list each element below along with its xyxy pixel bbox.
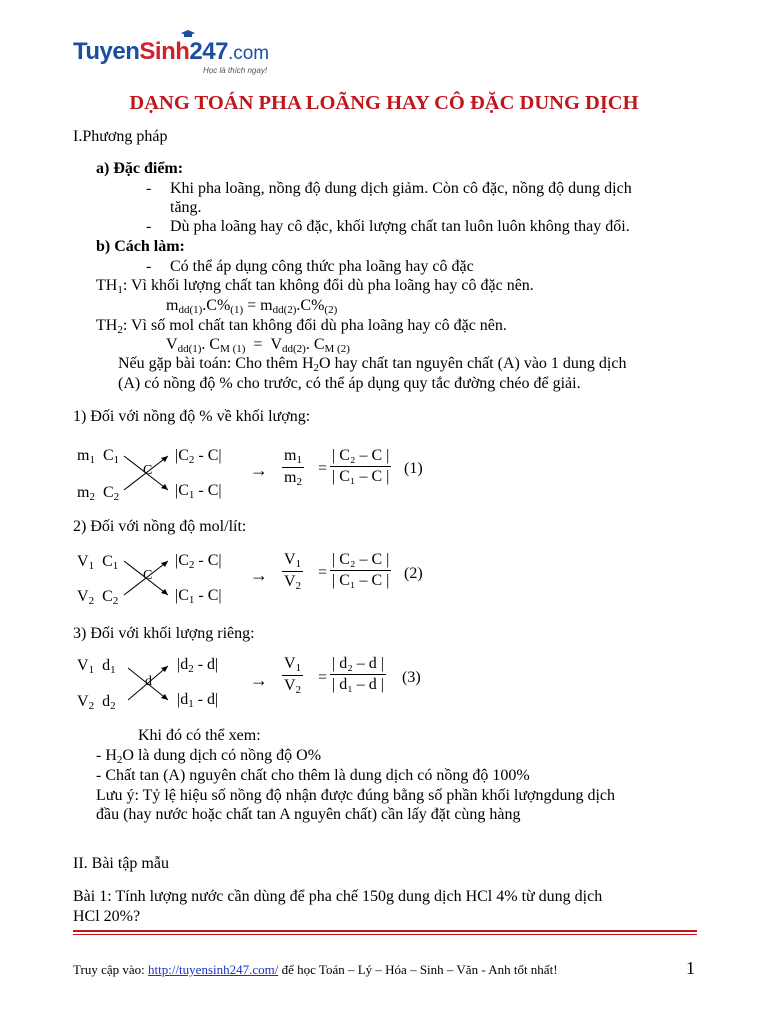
feature-1-line1: Khi pha loãng, nồng độ dung dịch giảm. Còn cô đặc, nồng độ dung dịch xyxy=(170,180,632,197)
diagram-2-cross-arrows xyxy=(118,551,178,605)
equation-1-tag: (1) xyxy=(404,460,423,477)
equals-sign: = xyxy=(318,564,328,581)
implies-arrow: → xyxy=(250,565,268,585)
logo-text-num: 247 xyxy=(189,38,228,65)
equals-sign: = xyxy=(318,669,328,686)
site-logo[interactable] xyxy=(73,38,273,80)
formula-mass: $m_{dd(1)}.C\%_{(1)} = m_{dd(2)}.C\%_{(2)}$ xyxy=(166,297,338,316)
ratio-3-right: $\frac{\text{| d₂ – d |}}{\text{| d₁ – d |}}$ xyxy=(332,655,384,693)
exercise-1-line2: HCl 20%? xyxy=(73,908,141,925)
diagram-3-center: d xyxy=(145,674,152,689)
note-water: - $H_2O$ là dung dịch có nồng độ O% xyxy=(96,747,322,766)
note-line-2: (A) có nồng độ % cho trước, có thể áp dụng quy tắc đường chéo để giải. xyxy=(118,375,581,392)
consider-heading: Khi đó có thể xem: xyxy=(138,727,261,744)
formula-mol: $V_{dd(1)}$. $C_{M (1)} = V_{dd(2)}$. $C_{M (2)}$ xyxy=(166,336,350,355)
implies-arrow: → xyxy=(250,670,268,690)
footer-divider xyxy=(73,930,697,932)
footer-divider-thin xyxy=(73,934,697,935)
method-1: Có thể áp dụng công thức pha loãng hay cô đặc xyxy=(170,258,474,275)
ratio-2-right: $\frac{\text{| C₂ – C |}}{\text{| C₁ – C |}}$ xyxy=(332,551,390,589)
diagram-2-top-left: $V_1$ $C_1$ xyxy=(77,553,119,572)
ratio-1-left: $\frac{m_1}{m_2}$ xyxy=(284,447,302,488)
bullet-dash: - xyxy=(146,258,152,275)
logo-text-tuyen: Tuyen xyxy=(73,38,140,65)
remark-line-2: đầu (hay nước hoặc chất tan A nguyên chất) cần lấy đặt cùng hàng xyxy=(96,806,521,823)
diagram-3-cross-arrows xyxy=(122,656,178,710)
subheading-features: a) Đặc điểm: xyxy=(96,160,184,177)
case-1: $TH_1$: Vì khối lượng chất tan không đổi dù pha loãng hay cô đặc nên. xyxy=(96,277,534,296)
ratio-1-right: $\frac{\text{| C₂ – C |}}{\text{| C₁ – C |}}$ xyxy=(332,447,390,485)
diagram-1-top-right: $|C_2 - C|$ xyxy=(175,447,222,466)
equals-sign: = xyxy=(318,460,328,477)
case-2: $TH_2$: Vì số mol chất tan không đổi dù pha loãng hay cô đặc nên. xyxy=(96,317,507,336)
item-1-heading: 1) Đối với nồng độ % về khối lượng: xyxy=(73,408,311,425)
diagram-2-bottom-right: $|C_1 - C|$ xyxy=(175,587,222,606)
feature-1-line2: tăng. xyxy=(170,199,202,216)
diagram-3-top-right: $|d_2 - d|$ xyxy=(177,656,219,675)
footer-text: Truy cập vào: http://tuyensinh247.com/ để học Toán – Lý – Hóa – Sinh – Văn - Anh tốt nhất! xyxy=(73,962,558,977)
section-heading-examples: II. Bài tập mẫu xyxy=(73,855,169,872)
equation-2-tag: (2) xyxy=(404,565,423,582)
equation-3-tag: (3) xyxy=(402,669,421,686)
item-2-heading: 2) Đối với nồng độ mol/lít: xyxy=(73,518,247,535)
implies-arrow: → xyxy=(250,460,268,480)
bullet-dash: - xyxy=(146,180,152,197)
footer-link[interactable]: http://tuyensinh247.com/ xyxy=(148,962,279,977)
diagram-1-top-left: $m_1$ $C_1$ xyxy=(77,447,120,466)
diagram-3-bottom-right: $|d_1 - d|$ xyxy=(177,691,219,710)
remark-line-1: Lưu ý: Tỷ lệ hiệu số nồng độ nhận được đúng bằng số phần khối lượngdung dịch xyxy=(96,787,616,804)
diagram-1-bottom-right: $|C_1 - C|$ xyxy=(175,482,222,501)
section-heading-method: I.Phương pháp xyxy=(73,128,168,145)
subheading-method: b) Cách làm: xyxy=(96,238,185,255)
diagram-2-bottom-left: $V_2$ $C_2$ xyxy=(77,588,119,607)
graduation-cap-icon xyxy=(181,30,195,38)
diagram-1-center: C xyxy=(143,463,153,478)
diagram-3-bottom-left: $V_2$ $d_2$ xyxy=(77,693,116,712)
logo-text-com: .com xyxy=(227,43,270,64)
bullet-dash: - xyxy=(146,218,152,235)
logo-text-sinh: Sinh xyxy=(139,38,190,65)
ratio-3-left: $\frac{V_1}{V_2}$ xyxy=(284,655,302,696)
feature-2: Dù pha loãng hay cô đặc, khối lượng chất tan luôn luôn không thay đổi. xyxy=(170,218,630,235)
diagram-1-bottom-left: $m_2$ $C_2$ xyxy=(77,484,120,503)
ratio-2-left: $\frac{V_1}{V_2}$ xyxy=(284,551,302,592)
diagram-1-cross-arrows xyxy=(118,446,178,500)
note-solute: - Chất tan (A) nguyên chất cho thêm là dung dịch có nồng độ 100% xyxy=(96,767,530,784)
logo-tagline: Học là thích ngay! xyxy=(203,66,268,75)
diagram-3-top-left: $V_1$ $d_1$ xyxy=(77,657,116,676)
page-number: 1 xyxy=(686,958,695,978)
exercise-1-line1: Bài 1: Tính lượng nước cần dùng để pha chế 150g dung dịch HCl 4% từ dung dịch xyxy=(73,888,603,905)
note-line-1: Nếu gặp bài toán: Cho thêm $H_2O$ hay chất tan nguyên chất (A) vào 1 dung dịch xyxy=(118,355,627,374)
page-title: DẠNG TOÁN PHA LOÃNG HAY CÔ ĐẶC DUNG DỊCH xyxy=(129,92,639,114)
item-3-heading: 3) Đối với khối lượng riêng: xyxy=(73,625,255,642)
diagram-2-center: C xyxy=(143,568,153,583)
diagram-2-top-right: $|C_2 - C|$ xyxy=(175,552,222,571)
